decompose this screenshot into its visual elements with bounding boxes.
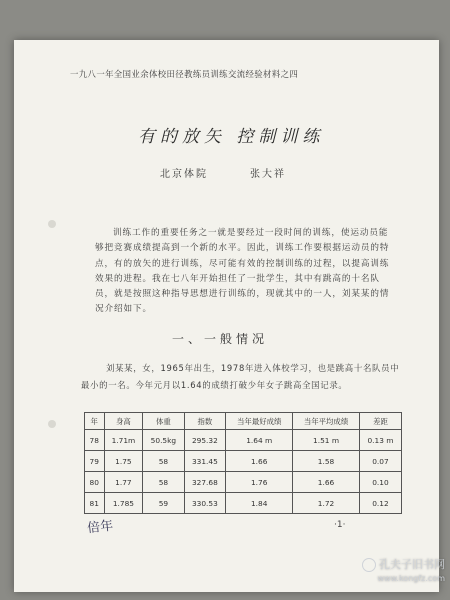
watermark (300, 558, 445, 586)
table-cell: 79 (85, 451, 105, 472)
table-header-cell: 当年平均成绩 (293, 413, 360, 430)
table-row (85, 493, 402, 514)
stats-table (84, 412, 402, 514)
table-header-cell: 指数 (184, 413, 226, 430)
watermark-brand: 孔夫子旧书网 (379, 558, 445, 571)
table-header-cell: 身高 (104, 413, 143, 430)
table-header-row (85, 413, 402, 430)
table-header-cell: 体重 (143, 413, 184, 430)
watermark-url: www.kongfz.com (377, 574, 445, 583)
page-number: ·1· (334, 520, 346, 530)
table-cell: 1.66 (226, 451, 293, 472)
table-cell: 330.53 (184, 493, 226, 514)
document-title: 有的放矢 控制训练 (138, 127, 325, 147)
table-cell: 80 (85, 472, 105, 493)
table-cell: 295.32 (184, 430, 226, 451)
intro-paragraph: 训练工作的重要任务之一就是要经过一段时间的训练，使运动员能够把竞赛成绩提高到一个新的水平。因此，训练工作要根据运动员的特点，有的放矢的进行训练，尽可能有效的控制训练的过程，以提高训练效果的进程。我在七八年开始担任了一批学生，其中有跳高的十名队员，就是按照这种指导思想进行训练的，现就其中的一人，刘某某的情况介绍如下。 (95, 228, 390, 315)
table-cell: 1.58 (293, 451, 360, 472)
table-cell: 50.5kg (143, 430, 184, 451)
table-cell: 0.07 (359, 451, 401, 472)
table-cell: 1.66 (293, 472, 360, 493)
table-cell: 81 (85, 493, 105, 514)
table-cell: 1.75 (104, 451, 143, 472)
table-cell: 327.68 (184, 472, 226, 493)
table-cell: 1.72 (293, 493, 360, 514)
body-paragraph: 刘某某，女，1965年出生，1978年进入体校学习，也是跳高十名队员中最小的一名。今年元月以1.64的成绩打破少年女子跳高全国记录。 (81, 363, 400, 390)
table-row (85, 430, 402, 451)
table-cell: 0.10 (359, 472, 401, 493)
section-heading: 一、一般情况 (172, 332, 269, 346)
table-cell: 58 (143, 472, 184, 493)
table-cell: 1.51 m (293, 430, 360, 451)
table-cell: 58 (143, 451, 184, 472)
author-name: 张大祥 (250, 169, 286, 180)
handwritten-signature: 倍年 (86, 518, 114, 537)
table-cell: 1.76 (226, 472, 293, 493)
table-cell: 331.45 (184, 451, 226, 472)
author-institution: 北京体院 (160, 169, 208, 180)
table-header-cell: 当年最好成绩 (226, 413, 293, 430)
binding-hole (48, 420, 56, 428)
table-cell: 1.64 m (226, 430, 293, 451)
table-header-cell: 年 (85, 413, 105, 430)
table-cell: 1.71m (104, 430, 143, 451)
table-row (85, 451, 402, 472)
logo-icon (362, 558, 376, 572)
table-row (85, 472, 402, 493)
table-cell: 1.84 (226, 493, 293, 514)
table-cell: 1.77 (104, 472, 143, 493)
document-header: 一九八一年全国业余体校田径教练员训练交流经验材料之四 (70, 69, 299, 79)
table-cell: 0.12 (359, 493, 401, 514)
table-cell: 1.785 (104, 493, 143, 514)
binding-hole (48, 220, 56, 228)
table-cell: 0.13 m (359, 430, 401, 451)
table-header-cell: 差距 (359, 413, 401, 430)
table-cell: 59 (143, 493, 184, 514)
table-cell: 78 (85, 430, 105, 451)
